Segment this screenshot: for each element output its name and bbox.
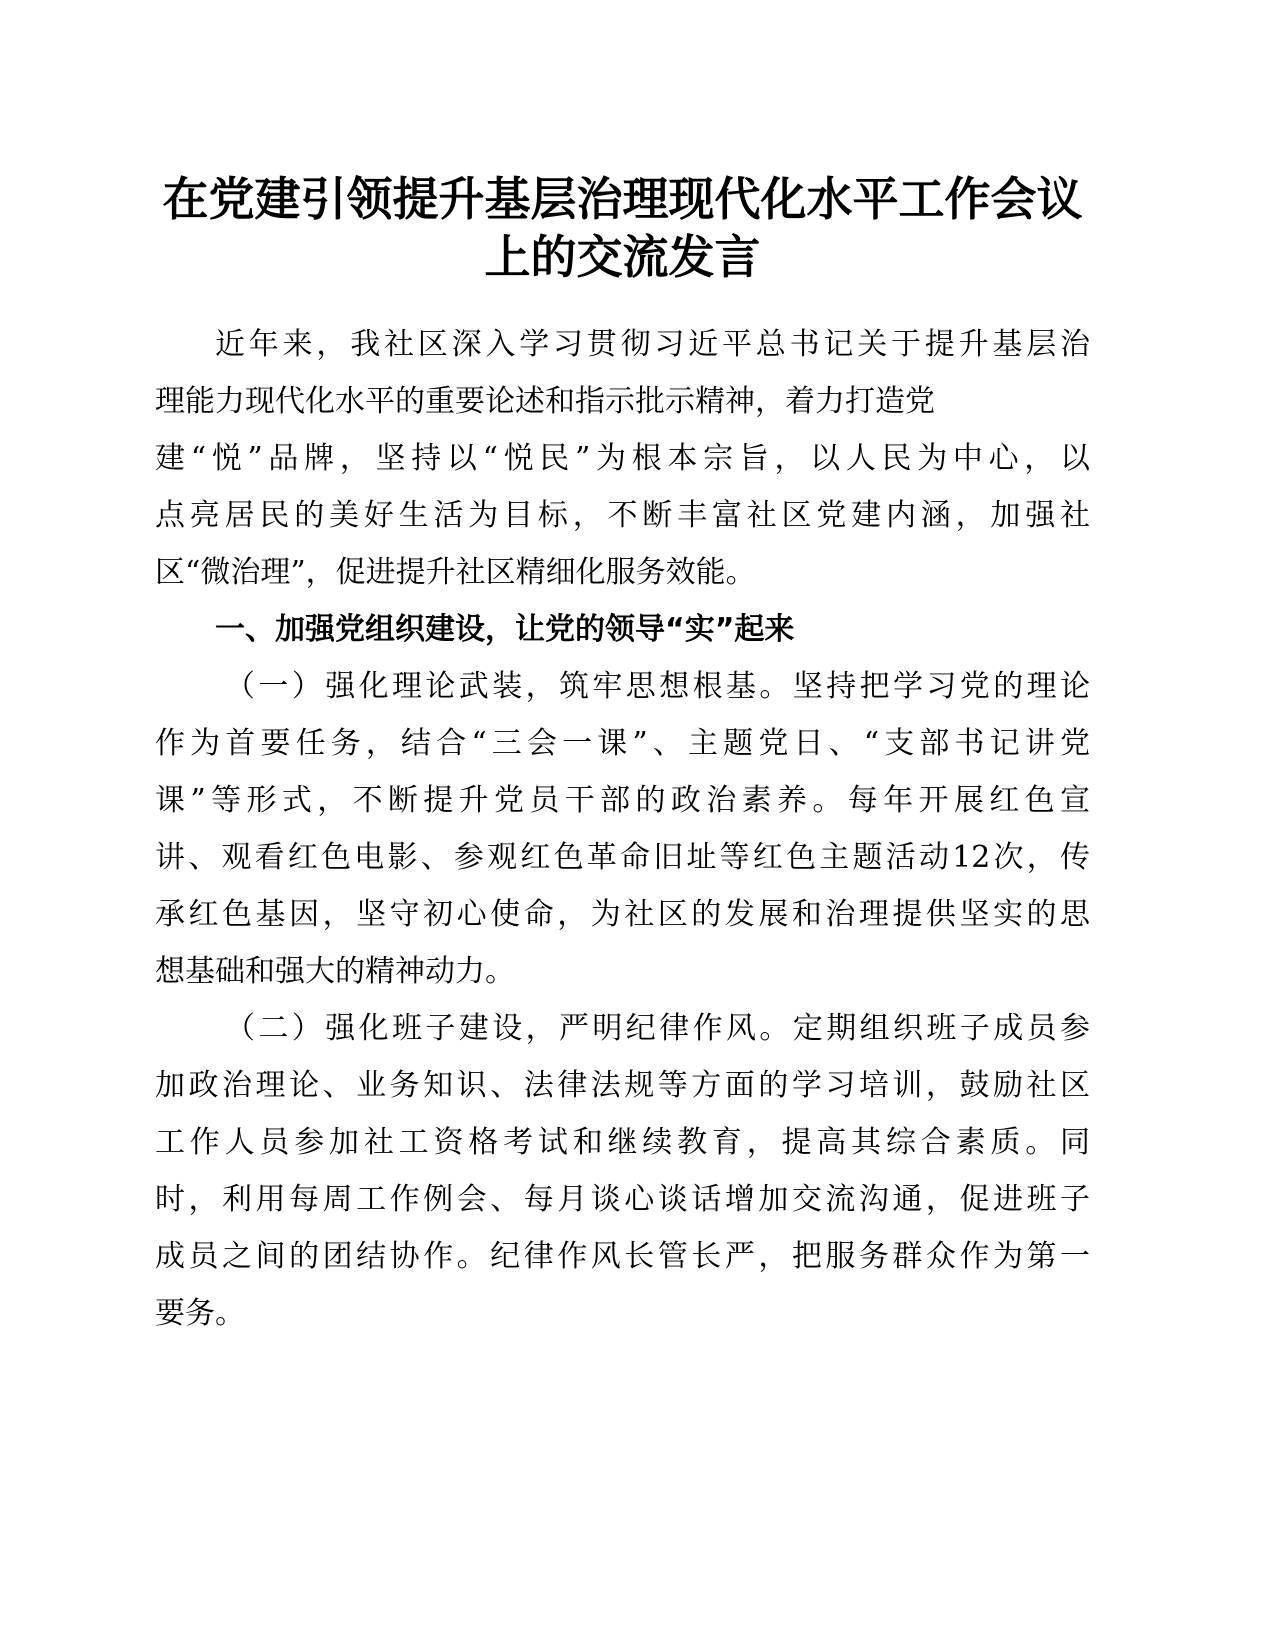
para1-line: 作为首要任务，结合“三会一课”、主题党日、“支部书记讲党 — [155, 726, 1090, 761]
para1-line: 讲、观看红色电影、参观红色革命旧址等红色主题活动12次，传 — [155, 840, 1090, 875]
para2-line: 要务。 — [155, 1296, 245, 1331]
para2-line: 时，利用每周工作例会、每月谈心谈话增加交流沟通，促进班子 — [155, 1182, 1090, 1217]
title-line-2: 上的交流发言 — [484, 230, 761, 284]
section-heading-1: 一、加强党组织建设，让党的领导“实”起来 — [215, 612, 795, 647]
para1-line: 承红色基因，坚守初心使命，为社区的发展和治理提供坚实的思 — [155, 897, 1090, 932]
document-title — [155, 170, 1090, 286]
document-body — [155, 316, 1090, 1342]
para2-line: （二）强化班子建设，严明纪律作风。定期组织班子成员参 — [225, 1011, 1090, 1046]
document-page — [155, 170, 1090, 1342]
title-line-1: 在党建引领提升基层治理现代化水平工作会议 — [162, 172, 1083, 226]
para2-line: 工作人员参加社工资格考试和继续教育，提高其综合素质。同 — [155, 1125, 1090, 1160]
intro-line: 建“悦”品牌，坚持以“悦民”为根本宗旨，以人民为中心，以 — [155, 441, 1090, 476]
para2-line: 成员之间的团结协作。纪律作风长管长严，把服务群众作为第一 — [155, 1239, 1090, 1274]
intro-line: 点亮居民的美好生活为目标，不断丰富社区党建内涵，加强社 — [155, 498, 1090, 533]
para1-line: 课”等形式，不断提升党员干部的政治素养。每年开展红色宣 — [155, 783, 1090, 818]
para2-line: 加政治理论、业务知识、法律法规等方面的学习培训，鼓励社区 — [155, 1068, 1090, 1103]
para1-line: 想基础和强大的精神动力。 — [155, 954, 515, 989]
intro-line: 理能力现代化水平的重要论述和指示批示精神，着力打造党 — [155, 384, 935, 419]
para1-line: （一）强化理论武装，筑牢思想根基。坚持把学习党的理论 — [225, 669, 1090, 704]
intro-line: 近年来，我社区深入学习贯彻习近平总书记关于提升基层治 — [215, 327, 1090, 362]
intro-line: 区“微治理”，促进提升社区精细化服务效能。 — [155, 555, 756, 590]
